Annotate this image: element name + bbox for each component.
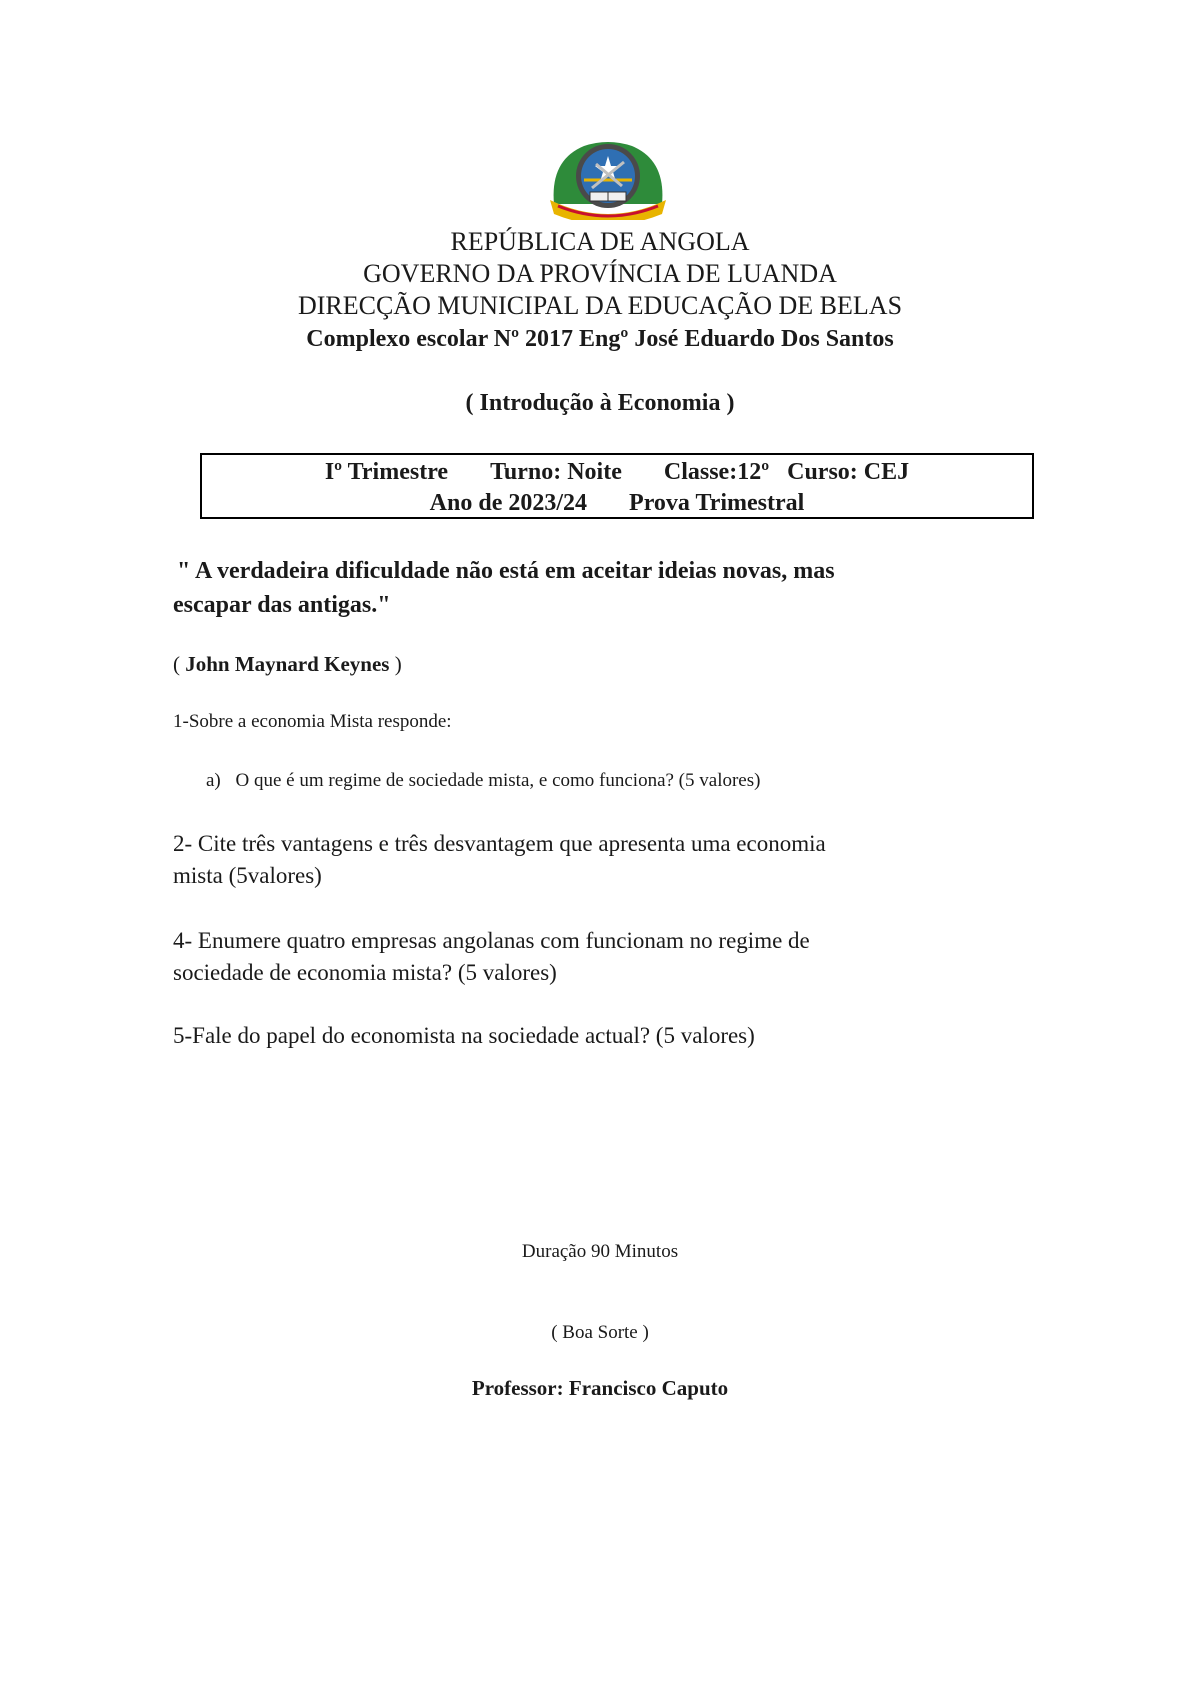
author-close: ) (389, 652, 402, 676)
exam-type-label: Prova Trimestral (629, 490, 805, 516)
question-2 (173, 828, 1033, 892)
quote-line-1: " A verdadeira dificuldade não está em aceitar ideias novas, mas (177, 558, 835, 584)
author-open: ( (173, 652, 186, 676)
shift-label: Turno: Noite (490, 459, 622, 485)
exam-duration: Duração 90 Minutos (521, 1241, 679, 1262)
quote (173, 554, 1033, 622)
question-4-line-1: 4- Enumere quatro empresas angolanas com funcionam no regime de (173, 928, 810, 953)
course-label: Curso: CEJ (787, 459, 910, 485)
quote-author (173, 652, 1033, 677)
header-government: GOVERNO DA PROVÍNCIA DE LUANDA (363, 259, 837, 288)
question-4-line-2: sociedade de economia mista? (5 valores) (173, 960, 557, 985)
exam-info-box (200, 453, 1034, 519)
professor-name: Professor: Francisco Caputo (471, 1376, 729, 1400)
header-school: Complexo escolar Nº 2017 Engº José Eduardo Dos Santos (306, 326, 894, 352)
school-year-label: Ano de 2023/24 (429, 490, 588, 516)
question-5: 5-Fale do papel do economista na sociedade actual? (5 valores) (173, 1023, 755, 1048)
question-1a-marker: a) (206, 770, 221, 791)
good-luck: ( Boa Sorte ) (551, 1322, 649, 1343)
trimester-label: Iº Trimestre (324, 459, 449, 485)
header-republic: REPÚBLICA DE ANGOLA (450, 227, 750, 256)
question-1a-text: O que é um regime de sociedade mista, e como funciona? (5 valores) (235, 770, 761, 791)
quote-line-2: escapar das antigas." (173, 592, 391, 618)
class-label: Classe:12º (663, 459, 770, 485)
header-direction: DIRECÇÃO MUNICIPAL DA EDUCAÇÃO DE BELAS (297, 291, 903, 320)
question-2-line-1: 2- Cite três vantagens e três desvantagem que apresenta uma economia (173, 831, 826, 856)
question-4 (173, 925, 1033, 989)
angola-emblem-icon (544, 140, 672, 220)
question-1: 1-Sobre a economia Mista responde: (173, 711, 452, 732)
subject-title: ( Introdução à Economia ) (465, 390, 735, 416)
question-2-line-2: mista (5valores) (173, 863, 322, 888)
author-name: John Maynard Keynes (185, 652, 390, 676)
question-1a (206, 770, 1006, 792)
